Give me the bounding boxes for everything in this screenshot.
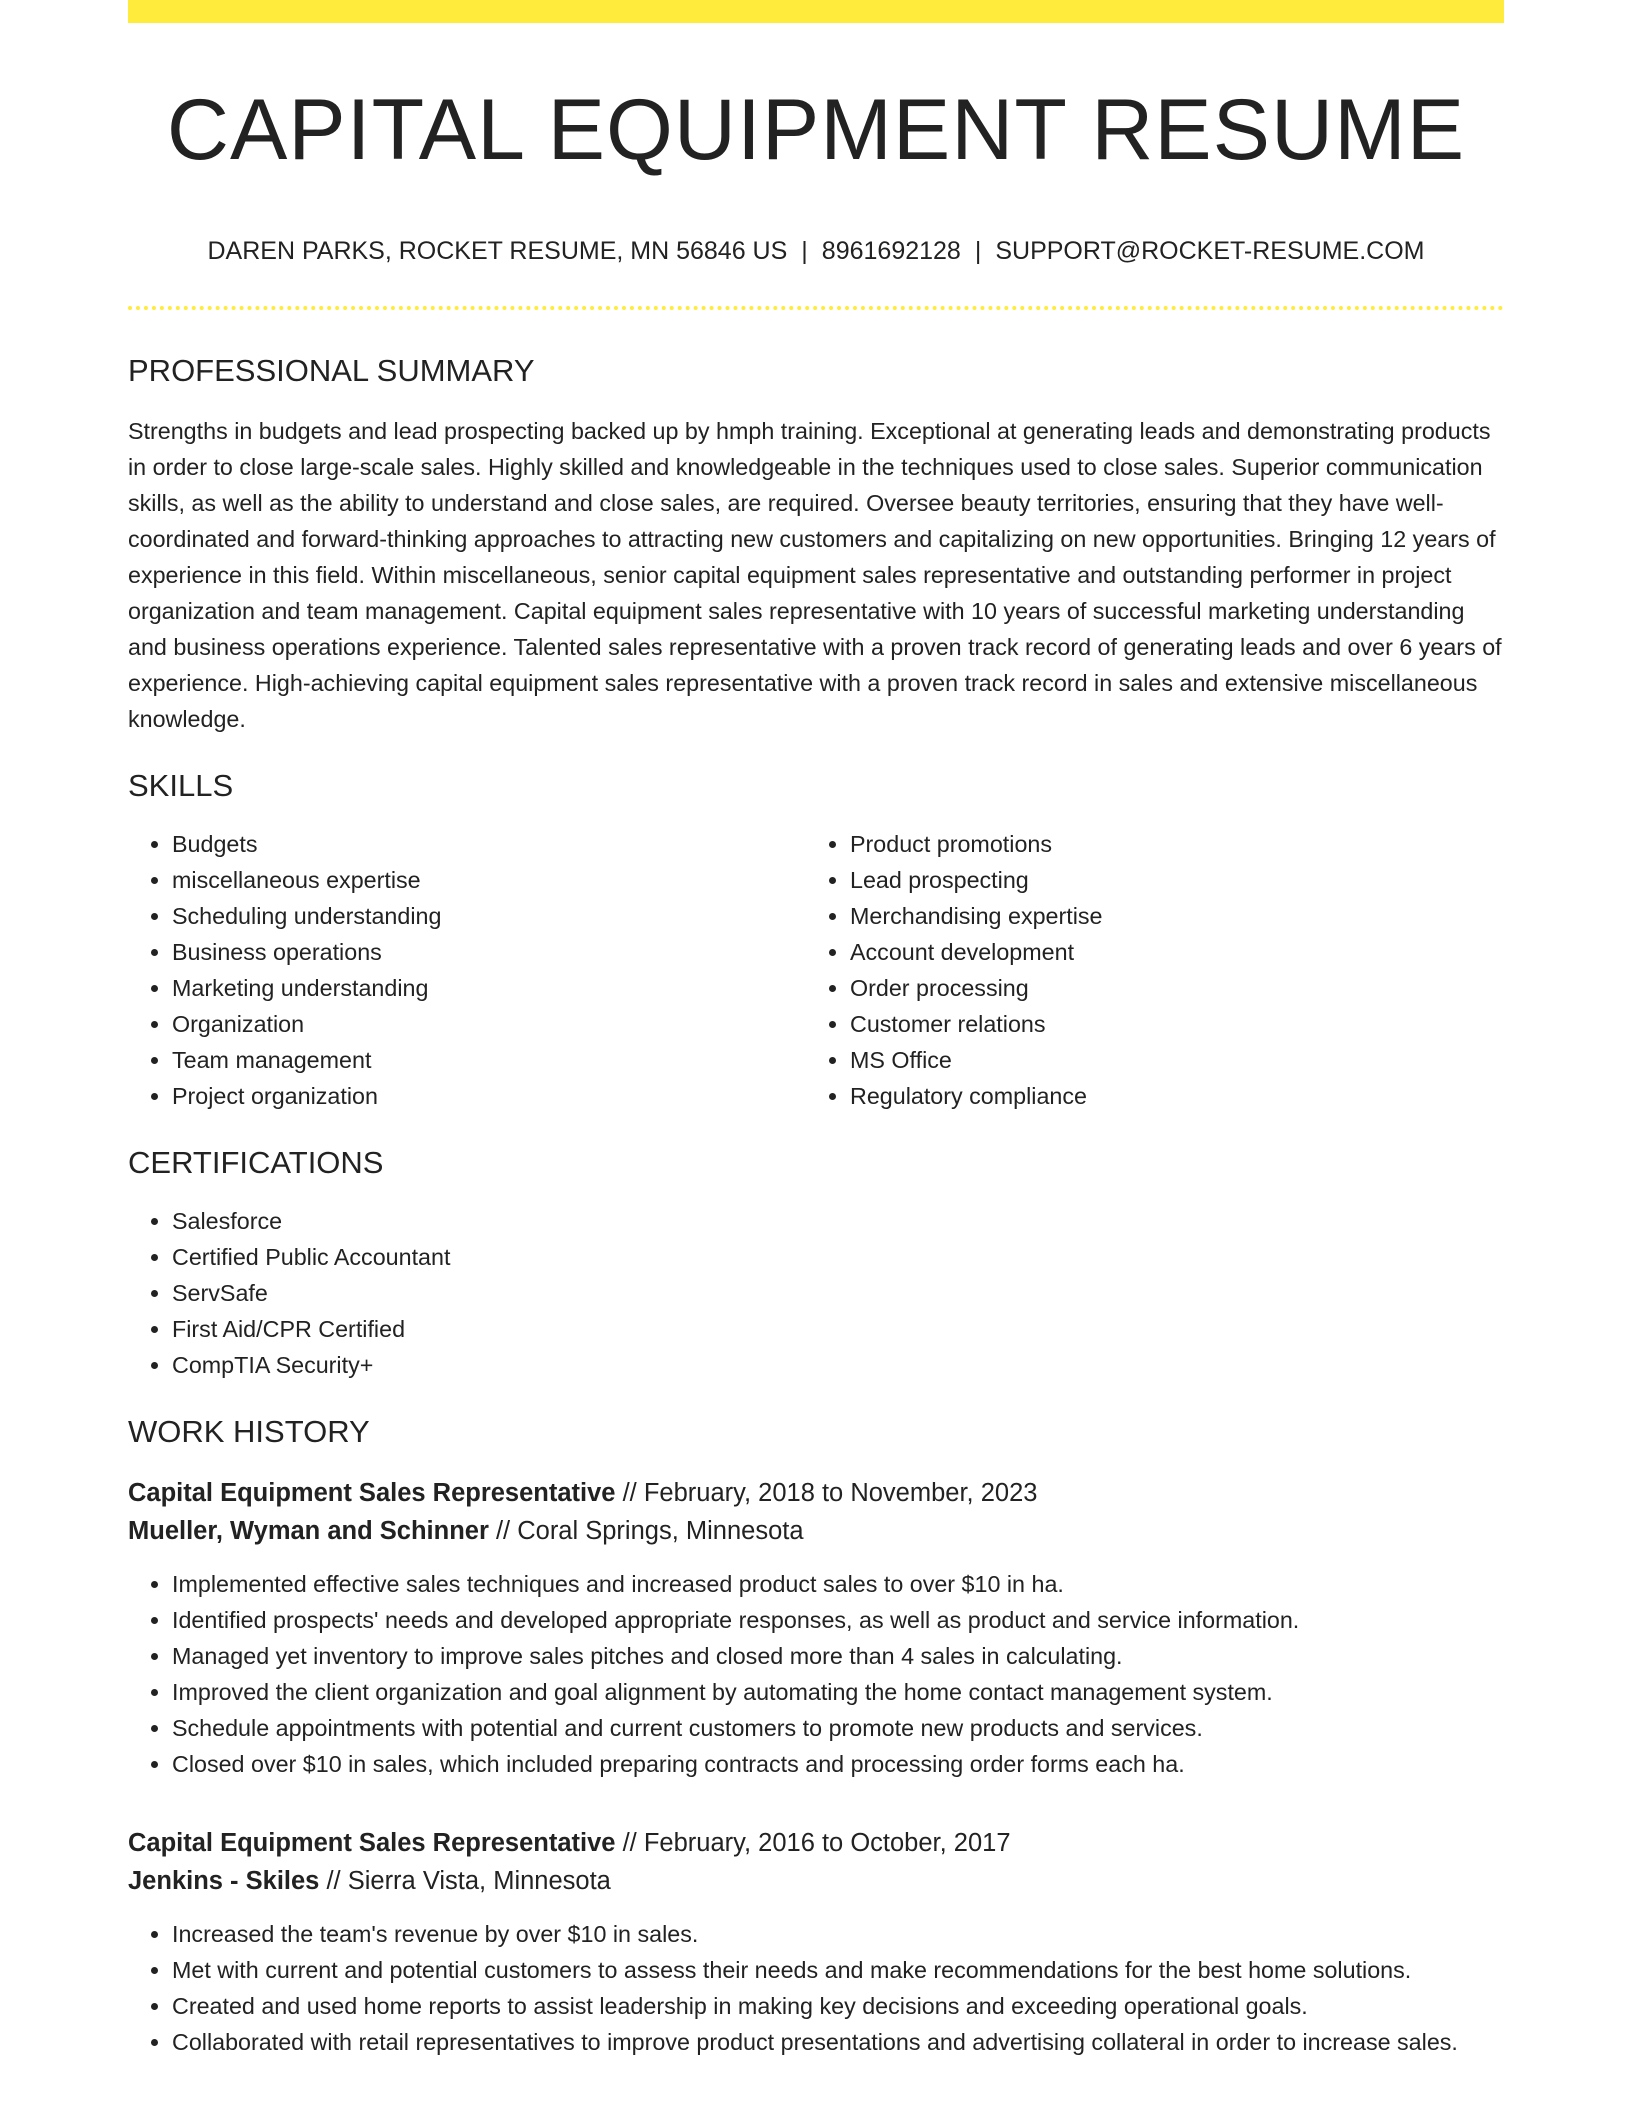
skill-item: • Budgets: [172, 826, 806, 862]
job-location: // Sierra Vista, Minnesota: [326, 1867, 611, 1896]
summary-text: Strengths in budgets and lead prospecting backed up by hmph training. Exceptional at generating leads and demonstrating products in order to close large-scale sales. Highly skilled and knowledgeable in the techniques used to close sales. Superior communication skills, as well as the ability to understand and close sales, are required. Oversee beauty territories, ensuring that they have well-coordinated and forward-thinking approaches to attracting new customers and capitalizing on new opportunities. Bringing 12 years of experience in this field. Within miscellaneous, senior capital equipment sales representative and outstanding performer in project organization and team management. Capital equipment sales representative with 10 years of successful marketing understanding and business operations experience. Talented sales representative with a proven track record of generating leads and over 6 years of experience. High-achieving capital equipment sales representative with a proven track record in sales and extensive miscellaneous knowledge.: [128, 417, 1502, 732]
certifications-section: [128, 1144, 1504, 1383]
skill-item: • miscellaneous expertise: [172, 862, 806, 898]
work-history-section: [128, 1413, 1504, 2060]
certification-item: • First Aid/CPR Certified: [172, 1311, 1504, 1347]
job-bullet: • Created and used home reports to assist leadership in making key decisions and exceeding operational goals.: [172, 1988, 1504, 2024]
job-bullet: • Met with current and potential customers to assess their needs and make recommendations for the best home solutions.: [172, 1952, 1504, 1988]
job-bullet: • Implemented effective sales techniques and increased product sales to over $10 in ha.: [172, 1566, 1504, 1602]
skill-item: • MS Office: [850, 1042, 1484, 1078]
skill-item: • Scheduling understanding: [172, 898, 806, 934]
summary-heading: PROFESSIONAL SUMMARY: [128, 352, 535, 388]
job-bullets: [128, 1566, 1504, 1782]
resume-title: CAPITAL EQUIPMENT RESUME: [166, 82, 1466, 178]
job-bullet: • Collaborated with retail representatives to improve product presentations and advertising collateral in order to increase sales.: [172, 2024, 1504, 2060]
skills-section: [128, 767, 1504, 1114]
job-entry: [128, 1474, 1504, 1782]
job-bullets: [128, 1916, 1504, 2060]
certification-item: • CompTIA Security+: [172, 1347, 1504, 1383]
contact-address: DAREN PARKS, ROCKET RESUME, MN 56846 US: [207, 236, 788, 265]
work-history-heading: WORK HISTORY: [128, 1414, 370, 1450]
job-title: Capital Equipment Sales Representative: [128, 1829, 616, 1858]
job-bullet: • Schedule appointments with potential and current customers to promote new products and services.: [172, 1710, 1504, 1746]
job-title-line: [128, 1824, 1504, 1862]
contact-separator: |: [974, 236, 982, 265]
job-title-line: [128, 1474, 1504, 1512]
skill-item: • Product promotions: [850, 826, 1484, 862]
job-location: // Coral Springs, Minnesota: [495, 1517, 804, 1546]
job-bullet: • Increased the team's revenue by over $10 in sales.: [172, 1916, 1504, 1952]
skill-item: • Business operations: [172, 934, 806, 970]
skill-item: • Marketing understanding: [172, 970, 806, 1006]
skill-item: • Order processing: [850, 970, 1484, 1006]
job-dates: // February, 2018 to November, 2023: [622, 1479, 1038, 1508]
skills-grid: [128, 826, 1504, 1114]
certification-item: • Salesforce: [172, 1203, 1504, 1239]
job-company-line: [128, 1512, 1504, 1550]
job-bullet: • Managed yet inventory to improve sales pitches and closed more than 4 sales in calculating.: [172, 1638, 1504, 1674]
skill-item: • Customer relations: [850, 1006, 1484, 1042]
accent-top-bar: [128, 0, 1504, 23]
job-company: Mueller, Wyman and Schinner: [128, 1517, 489, 1546]
skill-item: • Regulatory compliance: [850, 1078, 1484, 1114]
skills-list-left: [128, 826, 806, 1114]
skill-item: • Project organization: [172, 1078, 806, 1114]
job-title: Capital Equipment Sales Representative: [128, 1479, 616, 1508]
job-entry: [128, 1824, 1504, 2060]
skill-item: • Lead prospecting: [850, 862, 1484, 898]
contact-line: [128, 236, 1504, 266]
job-bullet: • Identified prospects' needs and developed appropriate responses, as well as product and service information.: [172, 1602, 1504, 1638]
job-bullet: • Closed over $10 in sales, which included preparing contracts and processing order forms each ha.: [172, 1746, 1504, 1782]
certifications-heading: CERTIFICATIONS: [128, 1144, 384, 1180]
certification-item: • Certified Public Accountant: [172, 1239, 1504, 1275]
job-company-line: [128, 1862, 1504, 1900]
skill-item: • Account development: [850, 934, 1484, 970]
job-dates: // February, 2016 to October, 2017: [622, 1829, 1011, 1858]
contact-email: SUPPORT@ROCKET-RESUME.COM: [995, 236, 1425, 265]
certifications-list: [128, 1203, 1504, 1383]
contact-separator: |: [801, 236, 808, 265]
job-bullet: • Improved the client organization and goal alignment by automating the home contact management system.: [172, 1674, 1504, 1710]
resume-page: [128, 0, 1504, 2060]
dotted-divider: [128, 306, 1504, 310]
skills-list-right: [806, 826, 1484, 1114]
skills-heading: SKILLS: [128, 767, 234, 803]
certification-item: • ServSafe: [172, 1275, 1504, 1311]
skill-item: • Merchandising expertise: [850, 898, 1484, 934]
skill-item: • Team management: [172, 1042, 806, 1078]
skill-item: • Organization: [172, 1006, 806, 1042]
job-company: Jenkins - Skiles: [128, 1867, 320, 1896]
summary-section: [128, 352, 1504, 737]
contact-phone: 8961692128: [821, 236, 961, 265]
